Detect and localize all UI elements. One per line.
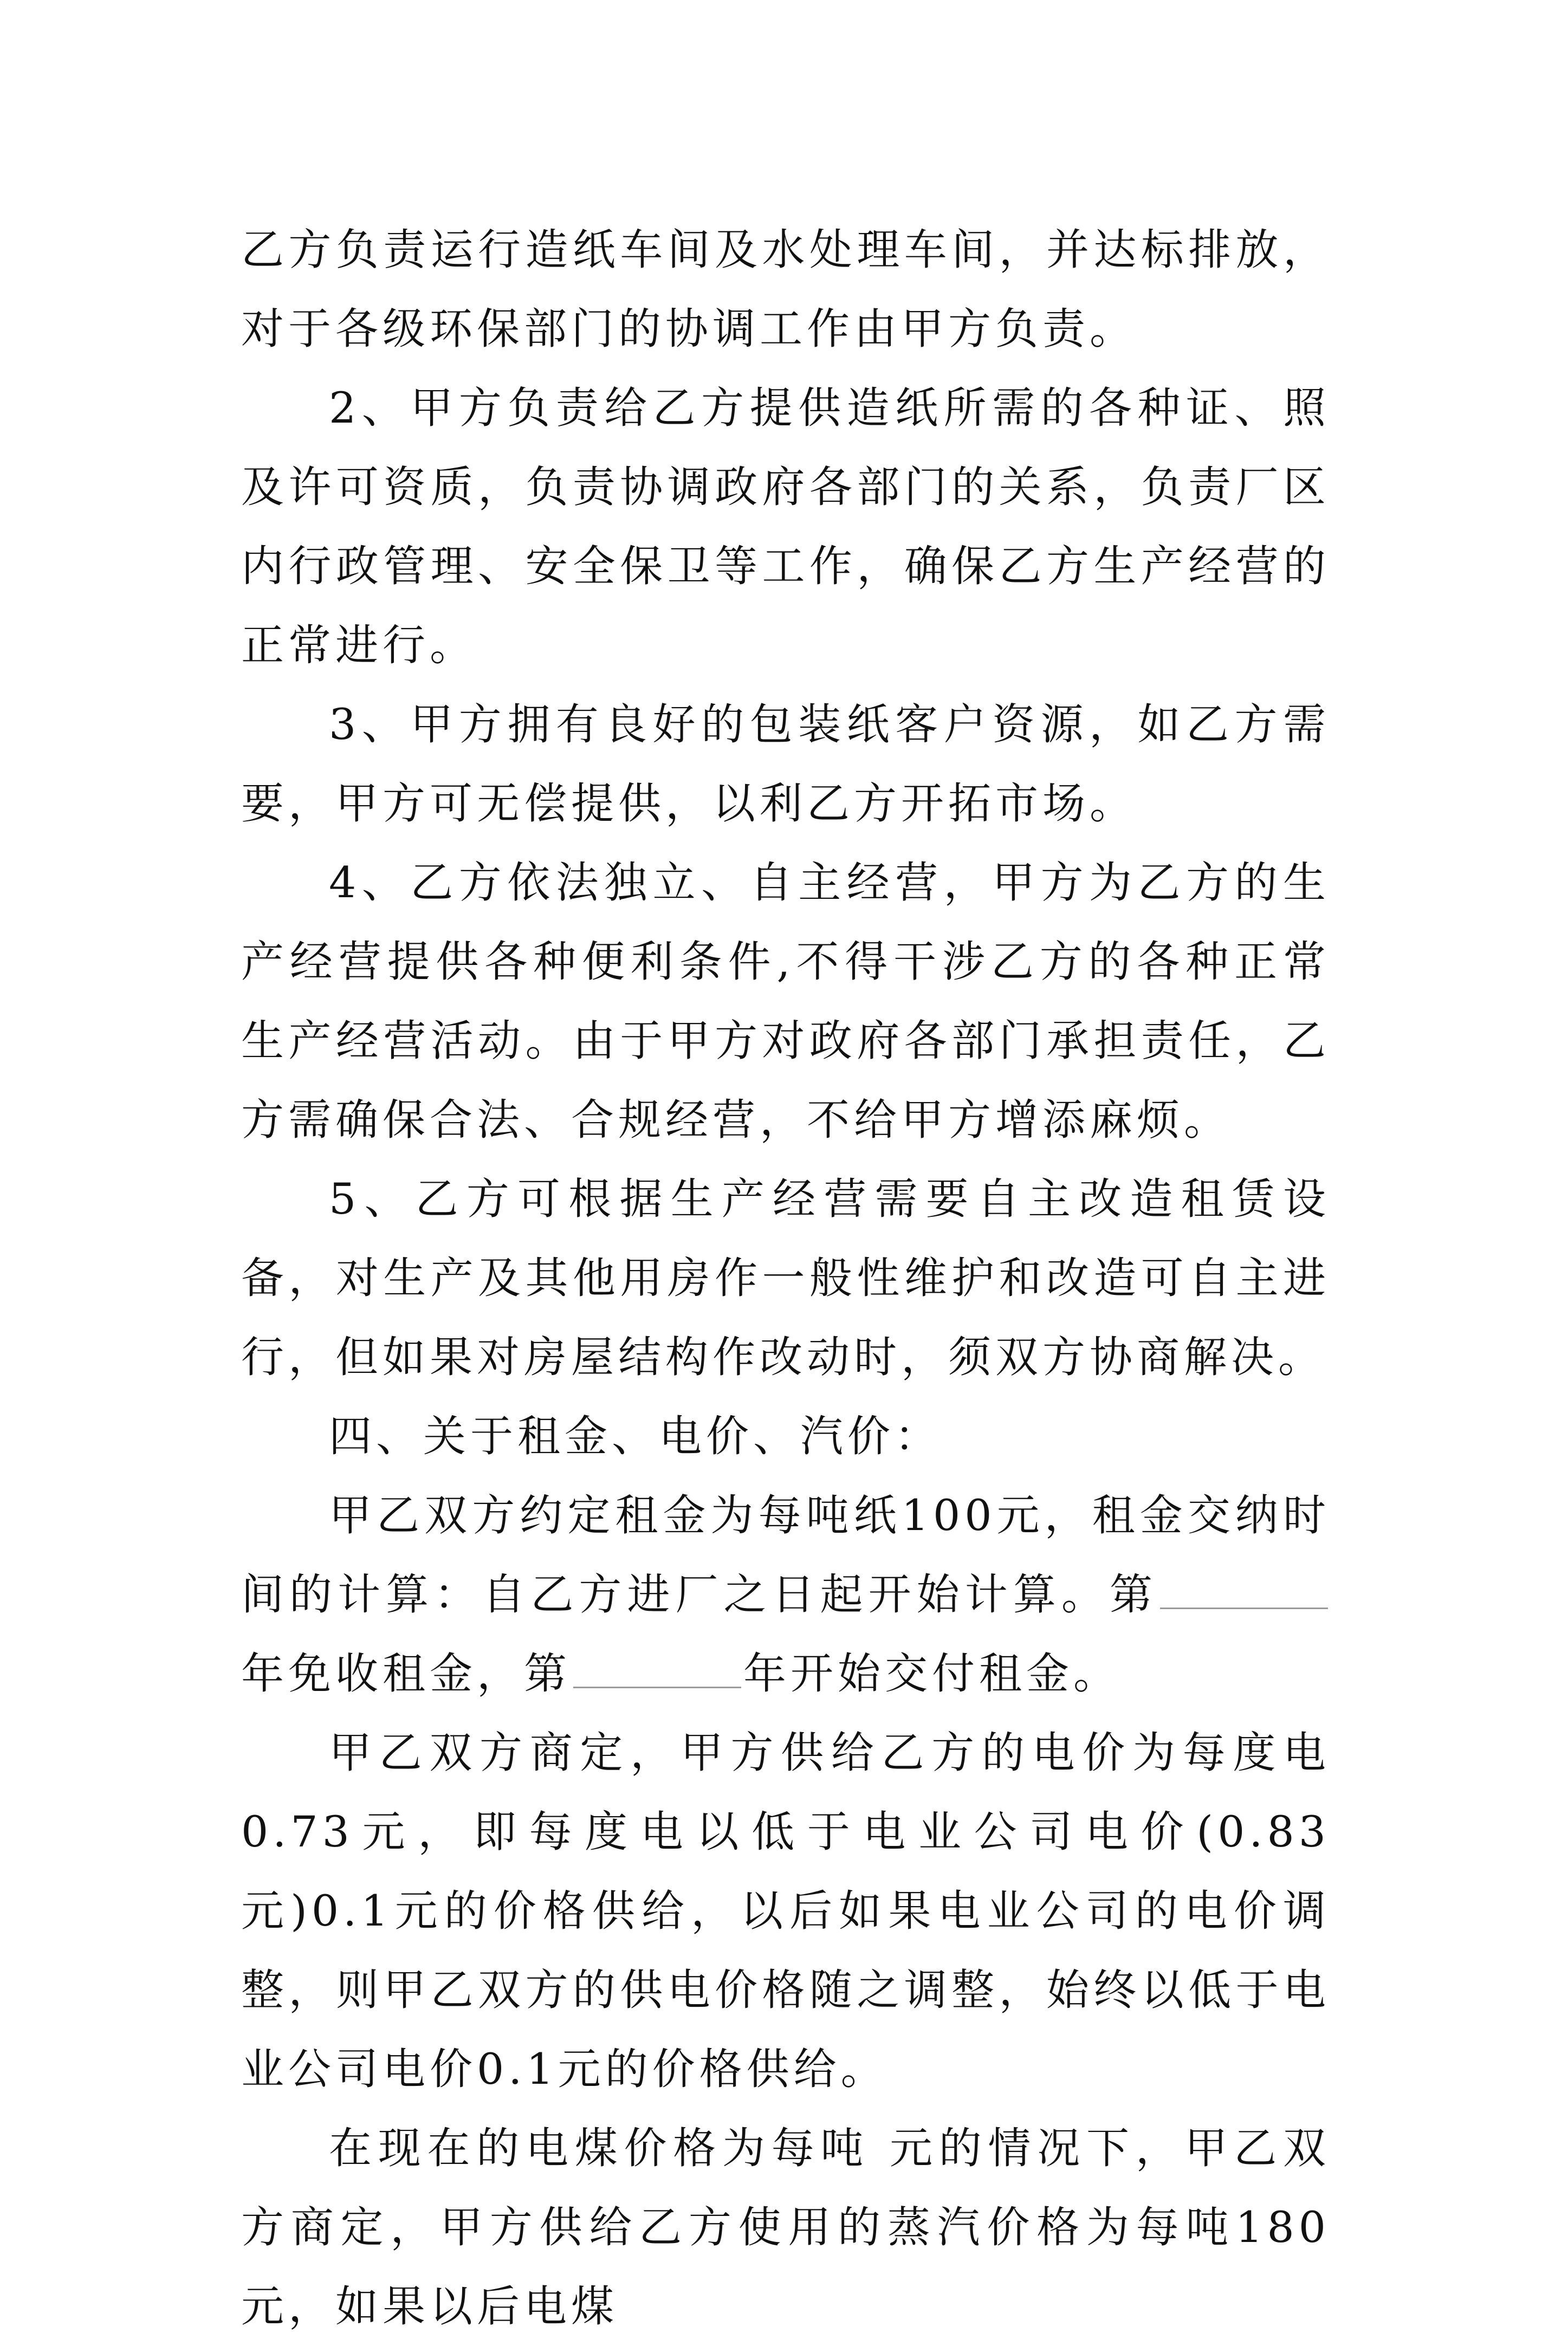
rent-text-part1: 甲乙双方约定租金为每吨纸100元，租金交纳时间的计算：自乙方进厂之日起开始计算。第 bbox=[241, 1490, 1330, 1619]
paragraph-rent bbox=[241, 1476, 1330, 1713]
paragraph-1: 乙方负责运行造纸车间及水处理车间，并达标排放，对于各级环保部门的协调工作由甲方负责。 bbox=[241, 225, 1330, 354]
paragraph-5: 5、乙方可根据生产经营需要自主改造租赁设备，对生产及其他用房作一般性维护和改造可自主进行，但如果对房屋结构作改动时，须双方协商解决。 bbox=[241, 1174, 1330, 1382]
rent-text-part3: 年开始交付租金。 bbox=[743, 1649, 1120, 1699]
paragraph-3: 3、甲方拥有良好的包装纸客户资源，如乙方需要，甲方可无偿提供，以利乙方开拓市场。 bbox=[241, 699, 1330, 828]
paragraph-steam: 在现在的电煤价格为每吨 元的情况下，甲乙双方商定，甲方供给乙方使用的蒸汽价格为每吨180元，如果以后电煤 bbox=[241, 2123, 1330, 2331]
section-heading-rent: 四、关于租金、电价、汽价： bbox=[329, 1411, 942, 1461]
rent-text-part2: 年免收租金，第 bbox=[241, 1649, 571, 1699]
blank-line-2 bbox=[573, 1647, 741, 1688]
paragraph-2: 2、甲方负责给乙方提供造纸所需的各种证、照及许可资质，负责协调政府各部门的关系，负责厂区内行政管理、安全保卫等工作，确保乙方生产经营的正常进行。 bbox=[241, 383, 1330, 670]
blank-line-1 bbox=[1160, 1567, 1328, 1609]
paragraph-4: 4、乙方依法独立、自主经营，甲方为乙方的生产经营提供各种便利条件,不得干涉乙方的各种正常生产经营活动。由于甲方对政府各部门承担责任，乙方需确保合法、合规经营，不给甲方增添麻烦。 bbox=[241, 858, 1330, 1145]
document-body bbox=[241, 210, 1330, 2346]
paragraph-electricity: 甲乙双方商定，甲方供给乙方的电价为每度电0.73元，即每度电以低于电业公司电价(0.83元)0.1元的价格供给，以后如果电业公司的电价调整，则甲乙双方的供电价格随之调整，始终以低于电业公司电价0.1元的价格供给。 bbox=[241, 1728, 1330, 2094]
